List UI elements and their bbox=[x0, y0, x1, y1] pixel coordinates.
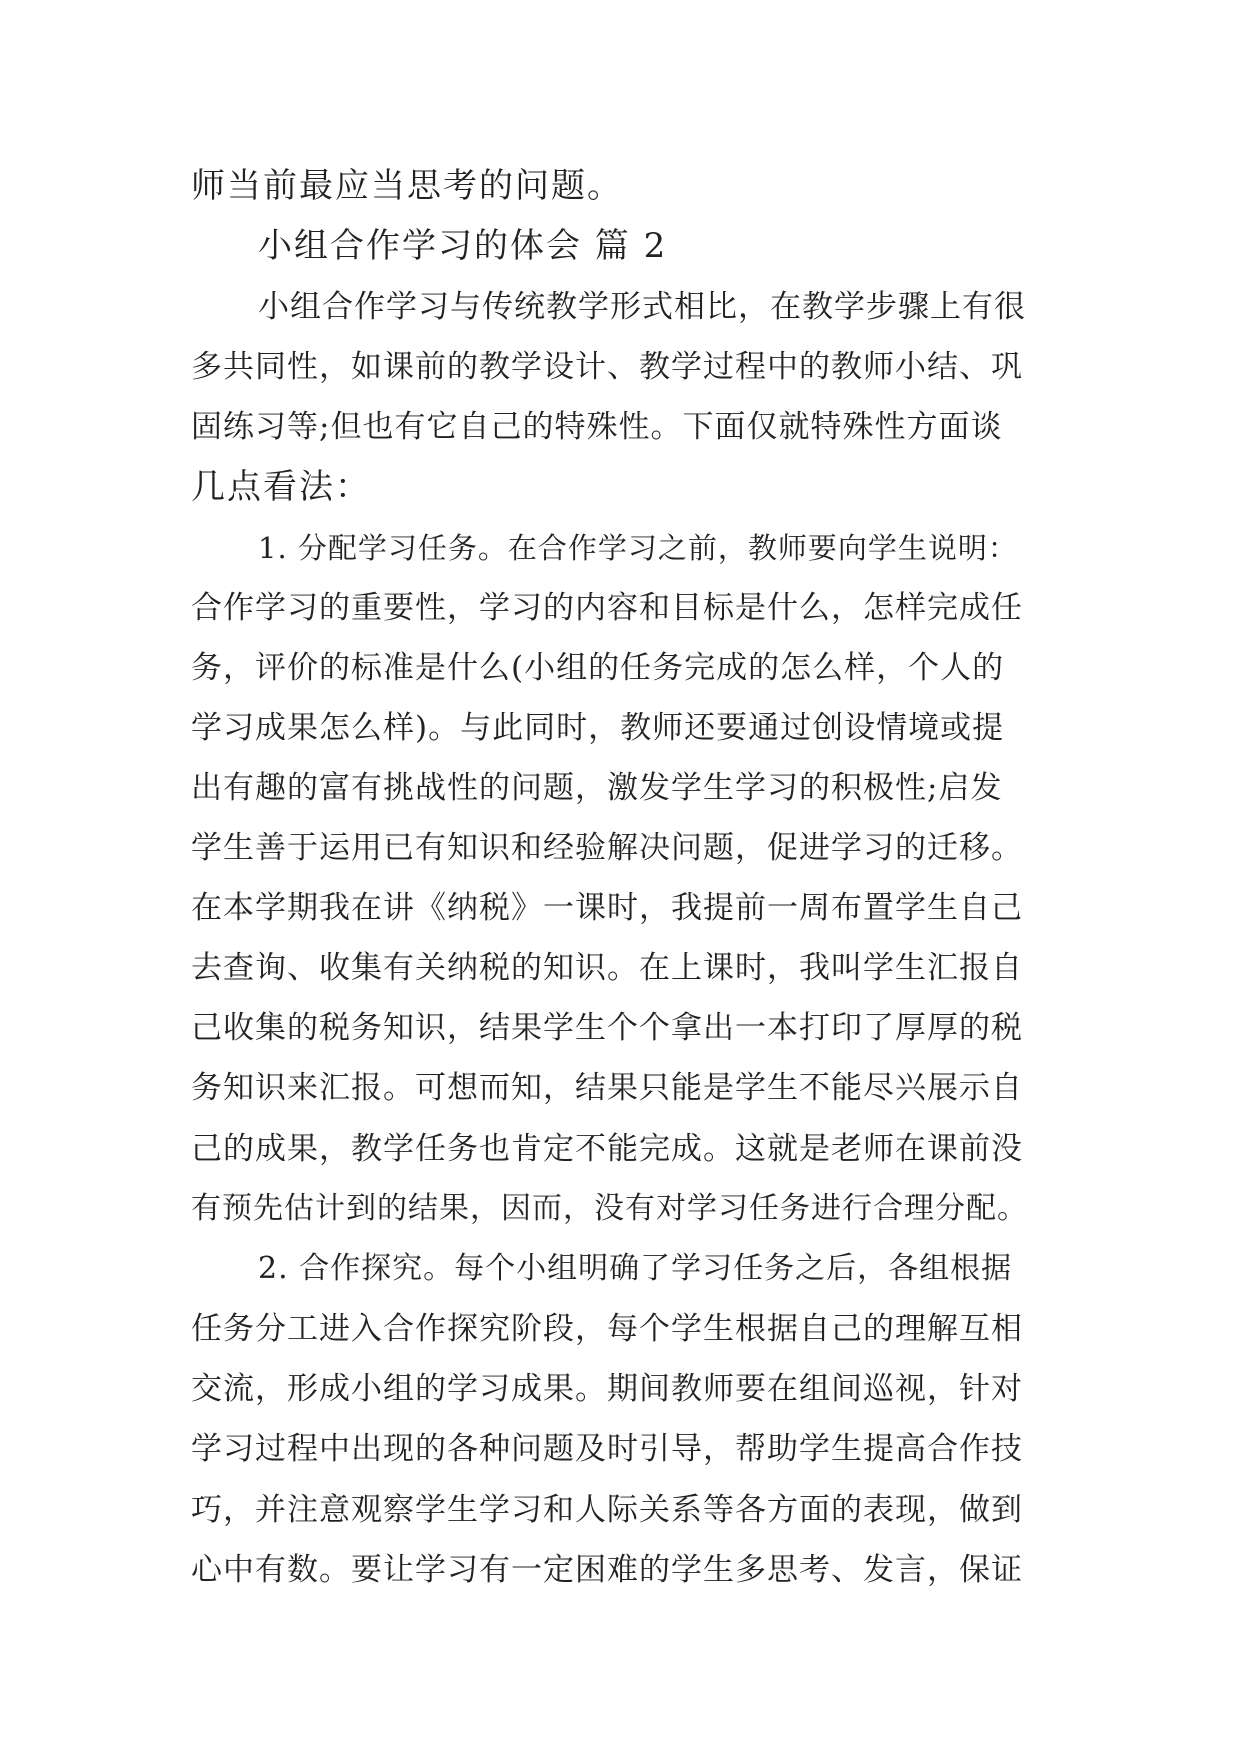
paragraph-line: 己收集的税务知识，结果学生个个拿出一本打印了厚厚的税 bbox=[191, 1010, 1023, 1046]
paragraph-line: 几点看法： bbox=[191, 467, 371, 507]
paragraph-line: 务，评价的标准是什么(小组的任务完成的怎么样，个人的 bbox=[191, 650, 1005, 686]
paragraph-line: 小组合作学习与传统教学形式相比，在教学步骤上有很 bbox=[258, 289, 1026, 325]
paragraph-line: 去查询、收集有关纳税的知识。在上课时，我叫学生汇报自 bbox=[191, 950, 1023, 986]
paragraph-line: 1. 分配学习任务。在合作学习之前，教师要向学生说明： bbox=[258, 531, 1018, 565]
section-heading: 小组合作学习的体会 篇 2 bbox=[258, 226, 668, 266]
paragraph-line: 固练习等;但也有它自己的特殊性。下面仅就特殊性方面谈 bbox=[191, 409, 1003, 445]
paragraph-line: 合作学习的重要性，学习的内容和目标是什么，怎样完成任 bbox=[191, 590, 1023, 626]
paragraph-line: 师当前最应当思考的问题。 bbox=[191, 166, 623, 206]
paragraph-line: 有预先估计到的结果，因而，没有对学习任务进行合理分配。 bbox=[191, 1191, 1028, 1226]
paragraph-line: 学习成果怎么样)。与此同时，教师还要通过创设情境或提 bbox=[191, 710, 1005, 746]
paragraph-line: 任务分工进入合作探究阶段，每个学生根据自己的理解互相 bbox=[191, 1311, 1023, 1347]
paragraph-line: 多共同性，如课前的教学设计、教学过程中的教师小结、巩 bbox=[191, 349, 1023, 385]
paragraph-line: 学习过程中出现的各种问题及时引导，帮助学生提高合作技 bbox=[191, 1431, 1023, 1467]
paragraph-line: 巧，并注意观察学生学习和人际关系等各方面的表现，做到 bbox=[191, 1492, 1023, 1528]
paragraph-line: 在本学期我在讲《纳税》一课时，我提前一周布置学生自己 bbox=[191, 890, 1023, 926]
paragraph-line: 己的成果，教学任务也肯定不能完成。这就是老师在课前没 bbox=[191, 1131, 1023, 1167]
paragraph-line: 出有趣的富有挑战性的问题，激发学生学习的积极性;启发 bbox=[191, 770, 1003, 806]
paragraph-line: 务知识来汇报。可想而知，结果只能是学生不能尽兴展示自 bbox=[191, 1070, 1023, 1106]
paragraph-line: 学生善于运用已有知识和经验解决问题，促进学习的迁移。 bbox=[191, 830, 1023, 866]
paragraph-line: 2. 合作探究。每个小组明确了学习任务之后，各组根据 bbox=[258, 1251, 1013, 1286]
paragraph-line: 交流，形成小组的学习成果。期间教师要在组间巡视，针对 bbox=[191, 1371, 1023, 1407]
paragraph-line: 心中有数。要让学习有一定困难的学生多思考、发言，保证 bbox=[191, 1552, 1023, 1588]
